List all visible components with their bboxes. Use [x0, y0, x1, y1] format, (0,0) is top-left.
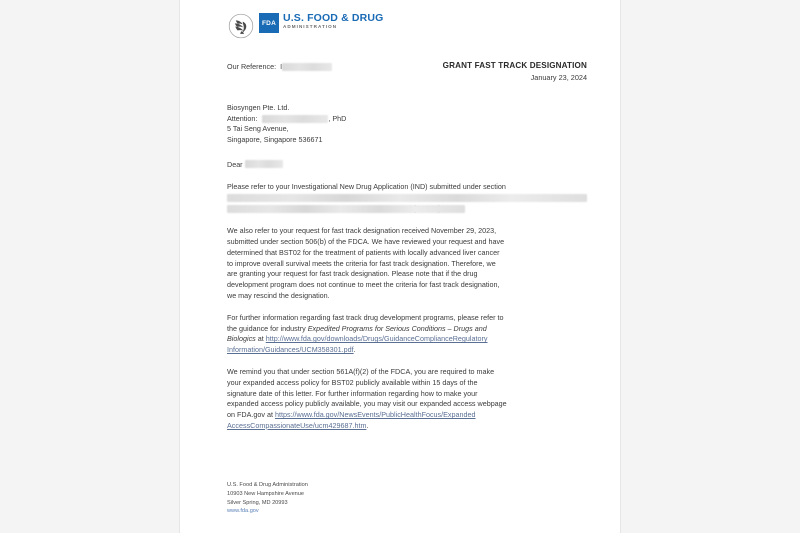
expanded-access-line-2: your expanded access policy for BST02 publicly available within 15 days of the	[227, 377, 478, 387]
reference-and-title-row	[227, 61, 587, 82]
addressee-attention	[227, 114, 587, 125]
expanded-access-link-suffix: .	[366, 420, 369, 430]
letter-body	[227, 182, 587, 432]
addressee-block	[227, 103, 587, 146]
reference-value-prefix: I	[280, 62, 283, 71]
redacted-attention-name	[262, 115, 328, 123]
expanded-access-link-prefix: on FDA.gov at	[227, 410, 275, 420]
fda-badge: FDA	[259, 13, 279, 33]
title-block	[443, 61, 587, 82]
redacted-recipient-name	[245, 160, 283, 168]
fast-track-line-7: we may rescind the designation.	[227, 291, 330, 300]
page-footer	[227, 481, 308, 516]
guidance-title-part-2: Biologics	[227, 334, 256, 344]
salutation-label: Dear	[227, 159, 243, 169]
fast-track-line-6: development program does not continue to meet the criteria for fast track designation,	[227, 280, 500, 290]
agency-name-line2: ADMINISTRATION	[283, 24, 338, 29]
redacted-intro-line-2	[227, 194, 587, 203]
attention-suffix: , PhD	[328, 113, 347, 123]
salutation-line	[227, 160, 587, 169]
expanded-access-line-4: expanded access policy publicly available, you may visit our expanded access webpage	[227, 399, 507, 409]
agency-name-line1: U.S. FOOD & DRUG	[283, 12, 384, 24]
fast-track-line-1: We also refer to your request for fast track designation received November 29, 2023,	[227, 226, 497, 236]
paragraph-fast-track	[227, 226, 587, 302]
guidance-link-part-1[interactable]: http://www.fda.gov/downloads/Drugs/GuidanceComplianceRegulatory	[265, 334, 488, 344]
reference-line	[227, 61, 332, 71]
footer-website[interactable]: www.fda.gov	[227, 508, 259, 515]
fast-track-line-2: submitted under section 506(b) of the FDCA. We have reviewed your request and have	[227, 237, 505, 247]
document-date: January 23, 2024	[530, 73, 587, 82]
guidance-line-3	[227, 334, 587, 345]
redacted-intro-line-3	[227, 205, 465, 214]
attention-label: Attention:	[227, 113, 258, 123]
footer-street: 10903 New Hampshire Avenue	[227, 491, 305, 498]
expanded-access-line-6	[227, 421, 587, 432]
guidance-line-1: For further information regarding fast track drug development programs, please refer to	[227, 312, 504, 322]
fda-wordmark	[283, 12, 383, 30]
guidance-prefix: the guidance for industry	[227, 323, 308, 333]
redacted-reference-number	[282, 63, 332, 71]
fast-track-line-3: determined that BST02 for the treatment of patients with locally advanced liver cancer	[227, 247, 500, 257]
guidance-link-suffix: .	[353, 345, 356, 355]
expanded-access-line-3: signature date of this letter. For further information regarding how to make your	[227, 388, 478, 398]
guidance-title-part-1: Expedited Programs for Serious Conditions – Drugs and	[307, 323, 487, 333]
guidance-link-prefix: at	[255, 334, 266, 344]
addressee-city: Singapore, Singapore 536671	[227, 134, 323, 144]
addressee-company: Biosyngen Pte. Ltd.	[227, 103, 290, 112]
paragraph-expanded-access	[227, 367, 587, 432]
hhs-eagle-seal-icon	[227, 12, 255, 40]
guidance-link-part-2[interactable]: Information/Guidances/UCM358301.pdf	[227, 345, 354, 355]
fast-track-line-5: are granting your request for fast track designation. Please note that if the drug	[227, 269, 478, 279]
paragraph-intro	[227, 182, 587, 216]
fast-track-line-4: to improve overall survival meets the criteria for fast track designation. Therefore, we	[227, 258, 496, 268]
letterhead	[227, 0, 587, 46]
expanded-access-link-part-2[interactable]: AccessCompassionateUse/ucm429687.htm	[227, 420, 367, 430]
expanded-access-line-5	[227, 410, 587, 421]
guidance-line-2	[227, 324, 587, 335]
addressee-street: 5 Tai Seng Avenue,	[227, 124, 289, 134]
footer-agency: U.S. Food & Drug Administration	[227, 482, 308, 489]
footer-city: Silver Spring, MD 20993	[227, 499, 288, 506]
paragraph-guidance	[227, 313, 587, 356]
intro-line-1: Please refer to your Investigational New Drug Application (IND) submitted under section	[227, 181, 506, 191]
expanded-access-link-part-1[interactable]: https://www.fda.gov/NewsEvents/PublicHealthFocus/Expanded	[274, 410, 476, 420]
reference-label: Our Reference:	[227, 62, 277, 71]
document-title: GRANT FAST TRACK DESIGNATION	[442, 61, 587, 70]
expanded-access-line-1: We remind you that under section 561A(f)(2) of the FDCA, you are required to make	[227, 366, 495, 376]
guidance-line-4	[227, 345, 587, 356]
letter-page	[180, 0, 620, 533]
